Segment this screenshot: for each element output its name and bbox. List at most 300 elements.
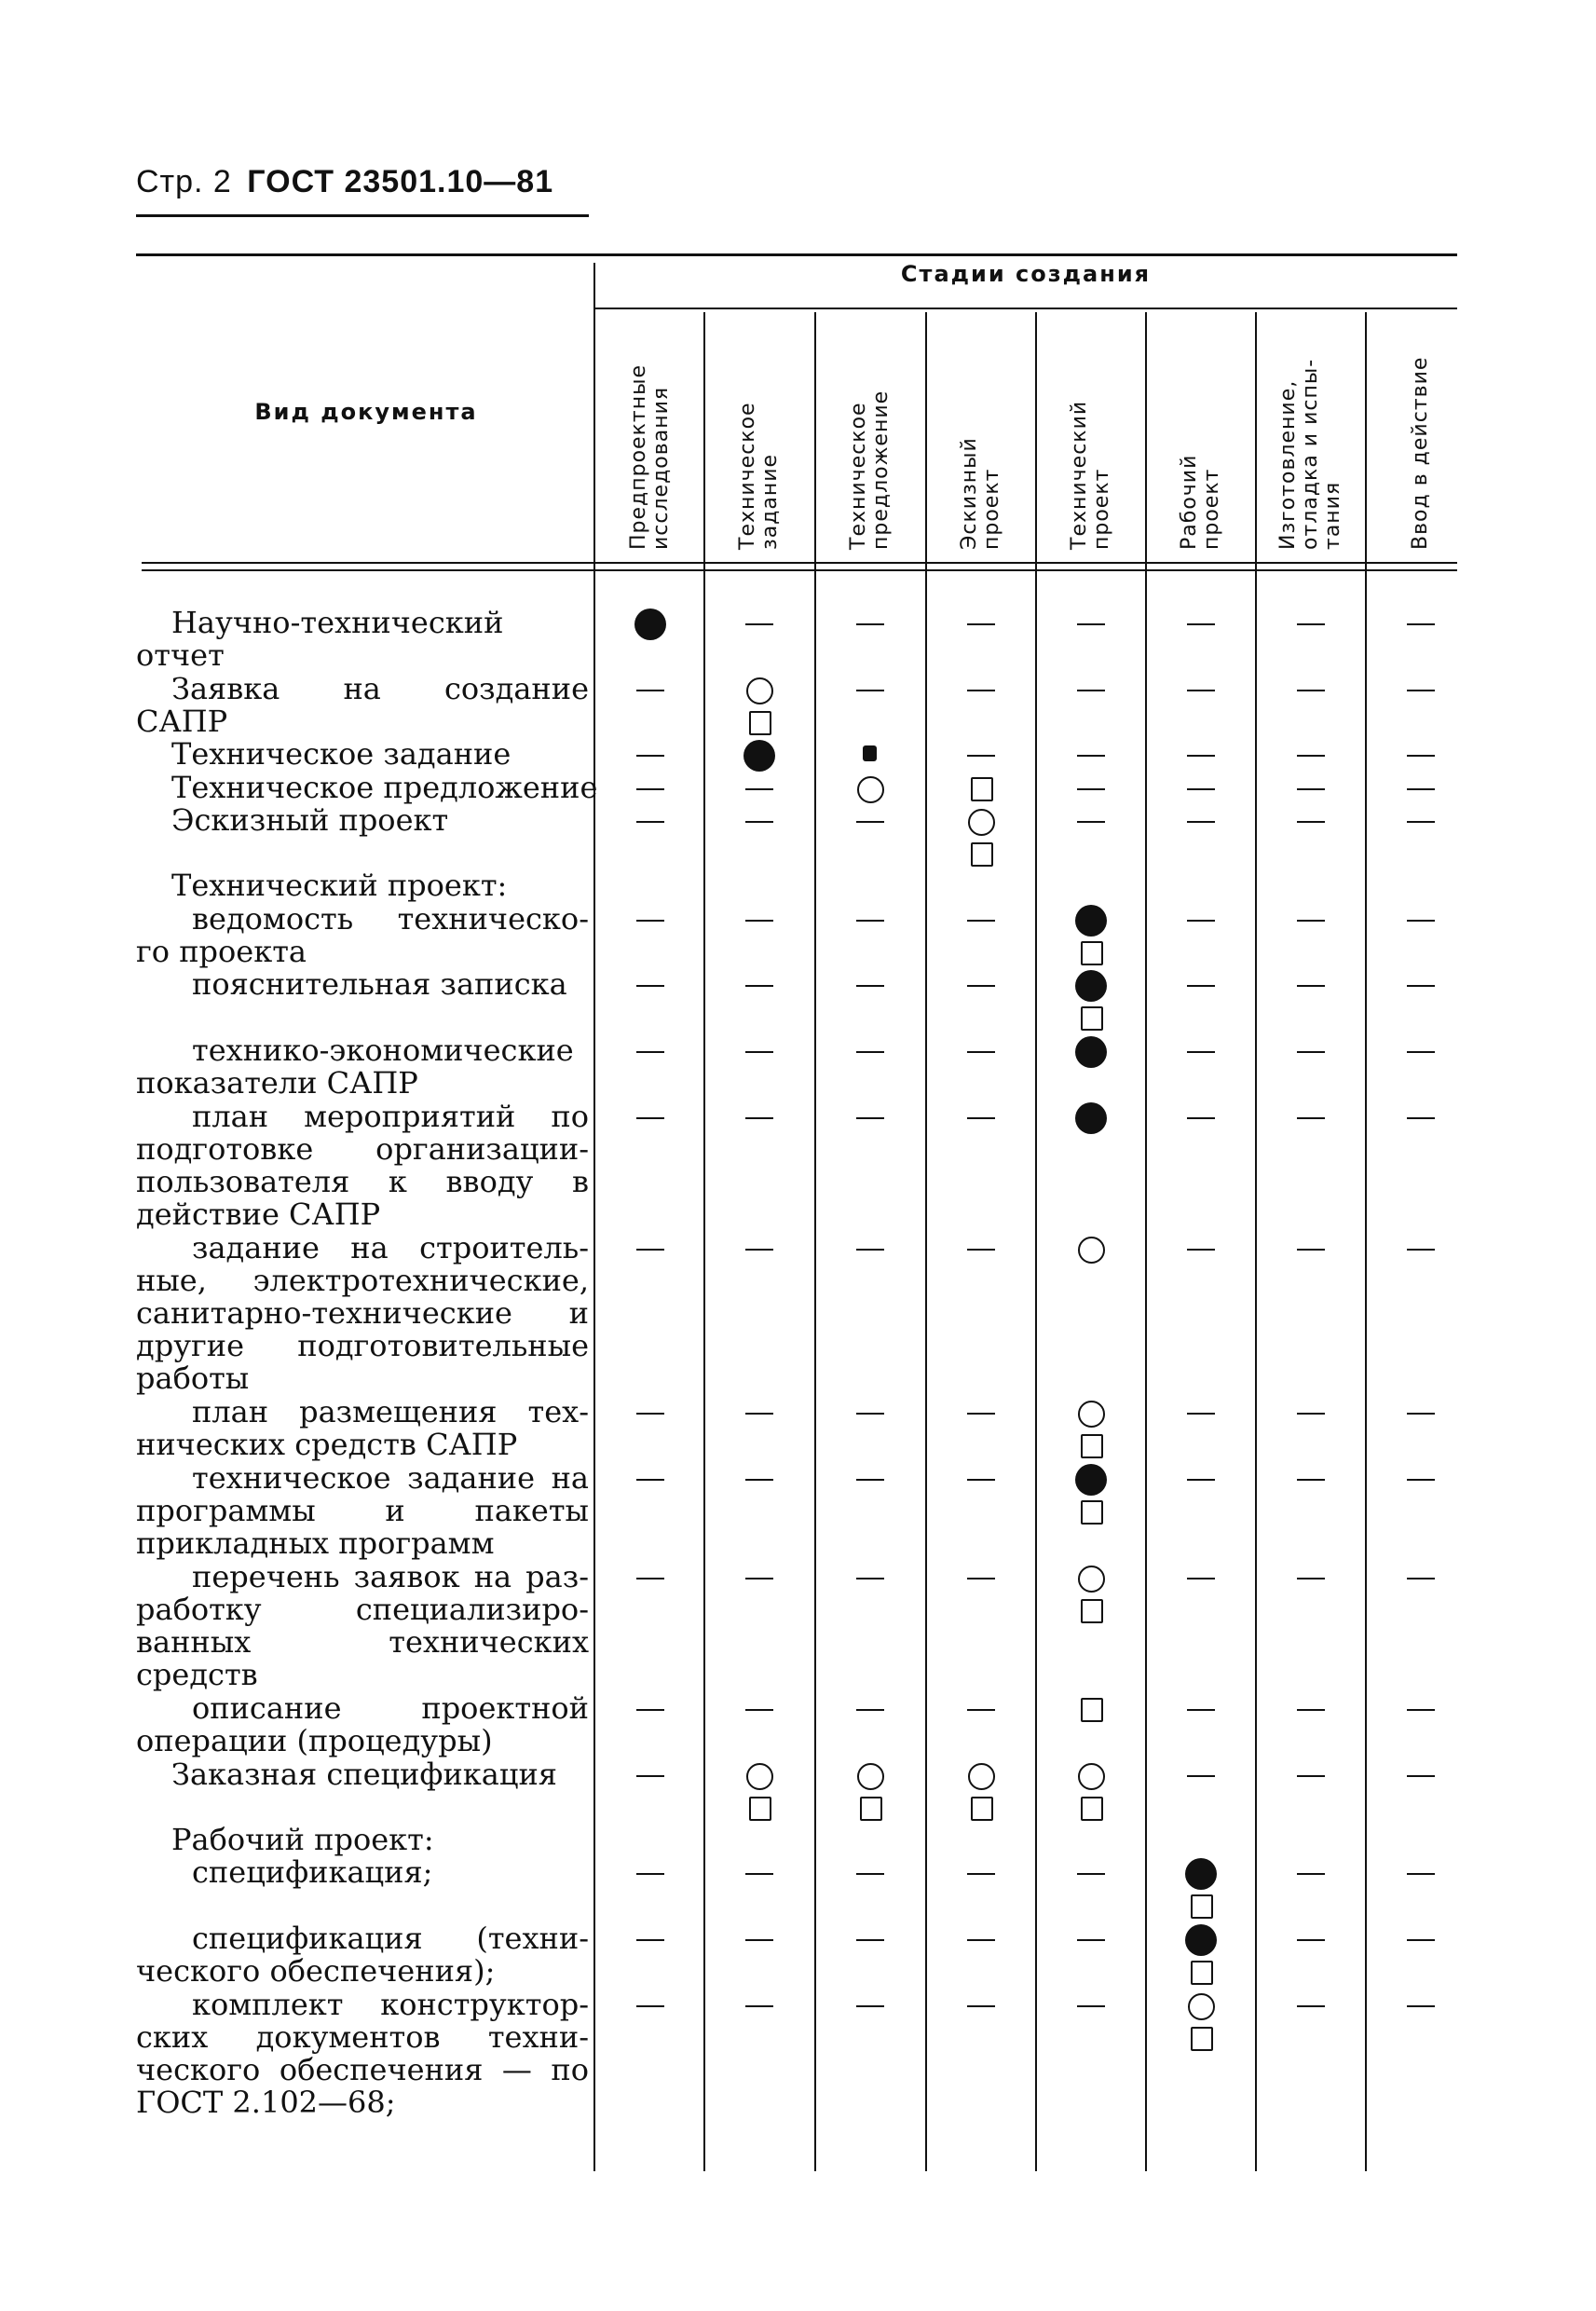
stage-cell <box>1146 1694 1256 1727</box>
row-label-line: Техническое предложение <box>171 770 598 805</box>
row-label-line: работы <box>136 1361 250 1396</box>
stage-cell <box>704 1924 814 1957</box>
circle-filled-mark <box>1075 1102 1107 1135</box>
stage-label: Техническое предложение <box>847 390 893 550</box>
stage-cell <box>1146 1858 1256 1923</box>
row-label-line: технико-экономические <box>192 1032 574 1068</box>
circle-open-mark <box>1075 1760 1107 1793</box>
square-open-mark <box>1075 1003 1107 1035</box>
square-open-mark <box>854 1793 886 1826</box>
dash-mark <box>634 1694 666 1727</box>
stage-cell <box>1256 1102 1366 1135</box>
row-label-line: ведомость техническо- <box>192 901 589 937</box>
square-open-mark <box>965 773 997 806</box>
row-label-line: ГОСТ 2.102—68; <box>136 2085 396 2120</box>
stage-label: Техническое задание <box>736 402 782 550</box>
dash-mark <box>1405 1858 1437 1891</box>
square-open-mark <box>1075 937 1107 970</box>
circle-open-mark <box>965 1760 997 1793</box>
stage-cell <box>926 675 1036 707</box>
square-open-mark <box>1075 1497 1107 1529</box>
stage-cell <box>926 905 1036 937</box>
dash-mark <box>1185 740 1217 773</box>
stage-cell <box>1256 773 1366 806</box>
stage-header-4 <box>926 312 1036 559</box>
stage-cell <box>704 1464 814 1497</box>
dash-mark <box>634 905 666 937</box>
dash-mark <box>743 1102 775 1135</box>
dash-mark <box>743 1234 775 1266</box>
dash-mark <box>854 1924 886 1957</box>
stage-cell <box>1146 1464 1256 1497</box>
circle-filled-mark <box>1185 1858 1217 1891</box>
stage-cell <box>1146 740 1256 773</box>
circle-filled-mark <box>1075 970 1107 1003</box>
square-open-mark <box>1185 1891 1217 1923</box>
stage-cell <box>1256 1924 1366 1957</box>
dash-mark <box>1295 773 1327 806</box>
dash-mark <box>1075 806 1107 839</box>
stage-cell <box>595 1234 705 1266</box>
stage-cell <box>595 905 705 937</box>
stage-cell <box>595 1398 705 1430</box>
square-open-mark <box>965 1793 997 1826</box>
dash-mark <box>854 1464 886 1497</box>
dash-mark <box>1295 806 1327 839</box>
stage-cell <box>1256 1464 1366 1497</box>
table-row-label <box>136 1758 589 1791</box>
dash-mark <box>1405 1036 1437 1069</box>
stage-cell <box>1146 970 1256 1003</box>
dash-mark <box>1295 675 1327 707</box>
dash-mark <box>1295 1760 1327 1793</box>
dash-mark <box>854 1563 886 1595</box>
stage-cell <box>1366 1036 1476 1069</box>
stage-cell <box>815 675 925 707</box>
stage-cell <box>1256 1990 1366 2023</box>
dash-mark <box>634 1924 666 1957</box>
stage-cell <box>926 1760 1036 1826</box>
table-row-label <box>136 673 589 738</box>
stage-cell <box>1366 1563 1476 1595</box>
stage-cell <box>704 1398 814 1430</box>
stage-cell <box>815 1036 925 1069</box>
row-label-line: пользователя к вводу в <box>136 1164 589 1199</box>
table-row-label <box>136 738 589 771</box>
dash-mark <box>1295 1858 1327 1891</box>
table-row-label <box>136 607 589 672</box>
stage-cell <box>1036 1102 1146 1135</box>
stage-cell <box>1256 1694 1366 1727</box>
row-label-line: спецификация (техни- <box>192 1921 589 1956</box>
header-bottom-rule-2 <box>142 569 1457 571</box>
dash-mark <box>1075 609 1107 641</box>
dash-mark <box>634 1036 666 1069</box>
stage-cell <box>926 1464 1036 1497</box>
dash-mark <box>1405 740 1437 773</box>
stage-cell <box>595 1990 705 2023</box>
dash-mark <box>965 1464 997 1497</box>
stage-cell <box>815 773 925 806</box>
row-label-line: ванных технических <box>136 1624 589 1660</box>
dash-mark <box>1405 1234 1437 1266</box>
table-row-label <box>136 1232 589 1395</box>
stage-cell <box>1036 1694 1146 1727</box>
dash-mark <box>634 1398 666 1430</box>
stage-cell <box>1146 609 1256 641</box>
stage-cell <box>926 1234 1036 1266</box>
square-open-mark <box>1075 1595 1107 1628</box>
stage-header-8 <box>1366 312 1476 559</box>
stage-cell <box>1036 1990 1146 2023</box>
dash-mark <box>1295 1924 1327 1957</box>
row-label-line: санитарно-технические и <box>136 1295 589 1331</box>
stage-cell <box>1036 773 1146 806</box>
stage-cell <box>1366 773 1476 806</box>
stage-cell <box>1036 1234 1146 1266</box>
dash-mark <box>1405 773 1437 806</box>
table-row-label <box>136 804 589 837</box>
table-row-label <box>136 770 598 805</box>
stage-cell <box>1366 675 1476 707</box>
stage-label: Ввод в действие <box>1409 356 1432 550</box>
stage-cell <box>815 1398 925 1430</box>
dash-mark <box>743 970 775 1003</box>
stage-cell <box>815 1858 925 1891</box>
stage-cell <box>1366 1760 1476 1793</box>
row-label-line: Эскизный проект <box>171 802 449 838</box>
stage-cell <box>1036 1924 1146 1957</box>
dash-mark <box>1405 1924 1437 1957</box>
dash-mark <box>743 1990 775 2023</box>
dash-mark <box>965 905 997 937</box>
row-label-line: Заявка на создание <box>171 671 589 706</box>
row-label-line: Научно-технический <box>171 605 504 640</box>
dash-mark <box>854 1234 886 1266</box>
row-label-line: работку специализиро- <box>136 1592 589 1627</box>
square-open-mark <box>1185 1957 1217 1990</box>
stage-cell <box>704 1858 814 1891</box>
stage-cell <box>926 1398 1036 1430</box>
dash-mark <box>1295 1990 1327 2023</box>
stage-cell <box>1256 1760 1366 1793</box>
square-filled-mark <box>854 740 886 773</box>
dash-mark <box>854 1990 886 2023</box>
stage-label: Предпроектные исследования <box>627 364 673 550</box>
dash-mark <box>1295 609 1327 641</box>
stage-header-1 <box>595 312 705 559</box>
square-open-mark <box>743 1793 775 1826</box>
stage-header-7 <box>1256 312 1366 559</box>
stage-cell <box>704 675 814 740</box>
stage-cell <box>1036 1398 1146 1463</box>
stage-cell <box>595 1563 705 1595</box>
dash-mark <box>965 1036 997 1069</box>
row-label-line: действие САПР <box>136 1197 381 1232</box>
stages-group-title: Стадии создания <box>900 261 1152 287</box>
stage-cell <box>704 740 814 773</box>
dash-mark <box>743 1694 775 1727</box>
dash-mark <box>854 806 886 839</box>
dash-mark <box>1295 740 1327 773</box>
stage-cell <box>1036 1036 1146 1069</box>
stage-cell <box>926 1563 1036 1595</box>
row-label-line: САПР <box>136 704 228 739</box>
stage-cell <box>1146 1990 1256 2056</box>
stage-cell <box>815 1694 925 1727</box>
stage-cell <box>815 1563 925 1595</box>
stage-cell <box>926 1036 1036 1069</box>
table-row-label <box>136 1396 589 1461</box>
circle-open-mark <box>854 1760 886 1793</box>
stage-cell <box>1036 1760 1146 1826</box>
circle-filled-mark <box>743 740 775 773</box>
stage-cell <box>926 1694 1036 1727</box>
stage-cell <box>926 970 1036 1003</box>
stage-cell <box>595 1464 705 1497</box>
stage-cell <box>815 1990 925 2023</box>
circle-open-mark <box>1075 1398 1107 1430</box>
dash-mark <box>743 773 775 806</box>
stage-cell <box>1256 1234 1366 1266</box>
dash-mark <box>1295 1563 1327 1595</box>
page-number: Стр. 2 <box>136 164 232 199</box>
stage-cell <box>1256 740 1366 773</box>
table-row-label <box>136 968 589 1001</box>
stage-cell <box>595 806 705 839</box>
row-label-line: подготовке организации- <box>136 1131 589 1167</box>
dash-mark <box>1185 1563 1217 1595</box>
stage-cell <box>1366 609 1476 641</box>
stage-cell <box>1256 905 1366 937</box>
stage-label: Рабочий проект <box>1178 454 1223 550</box>
stage-cell <box>1366 806 1476 839</box>
stage-cell <box>926 773 1036 806</box>
table-row-label <box>136 1101 589 1231</box>
row-label-line: го проекта <box>136 934 307 969</box>
row-label-line: средств <box>136 1657 258 1692</box>
stage-cell <box>1036 675 1146 707</box>
circle-open-mark <box>743 1760 775 1793</box>
row-label-line: план мероприятий по <box>192 1099 589 1134</box>
row-label-line: программы и пакеты <box>136 1493 589 1528</box>
dash-mark <box>1295 1036 1327 1069</box>
circle-filled-mark <box>1075 905 1107 937</box>
square-open-mark <box>1185 2023 1217 2056</box>
dash-mark <box>1075 740 1107 773</box>
dash-mark <box>743 1858 775 1891</box>
dash-mark <box>743 609 775 641</box>
stage-cell <box>595 1036 705 1069</box>
stage-header-2 <box>704 312 814 559</box>
stage-cell <box>1146 773 1256 806</box>
row-label-line: Технический проект: <box>171 868 508 903</box>
dash-mark <box>634 1234 666 1266</box>
dash-mark <box>1295 1234 1327 1266</box>
stage-cell <box>815 1464 925 1497</box>
dash-mark <box>1185 609 1217 641</box>
dash-mark <box>854 1694 886 1727</box>
dash-mark <box>854 970 886 1003</box>
stage-cell <box>1036 1563 1146 1628</box>
stage-cell <box>704 773 814 806</box>
square-open-mark <box>743 707 775 740</box>
dash-mark <box>1405 1990 1437 2023</box>
dash-mark <box>1405 970 1437 1003</box>
dash-mark <box>1405 675 1437 707</box>
dash-mark <box>634 1563 666 1595</box>
circle-open-mark <box>965 806 997 839</box>
stage-cell <box>926 740 1036 773</box>
table-row-label <box>136 1824 589 1856</box>
stage-cell <box>704 1102 814 1135</box>
document-type-header: Вид документа <box>254 399 478 425</box>
stage-cell <box>926 1924 1036 1957</box>
stage-cell <box>1366 1858 1476 1891</box>
dash-mark <box>634 1990 666 2023</box>
dash-mark <box>1075 1858 1107 1891</box>
stage-cell <box>1036 1858 1146 1891</box>
circle-filled-mark <box>1075 1036 1107 1069</box>
dash-mark <box>1185 1760 1217 1793</box>
dash-mark <box>854 1398 886 1430</box>
dash-mark <box>1295 1694 1327 1727</box>
row-label-line: ских документов техни- <box>136 2019 589 2055</box>
dash-mark <box>1405 609 1437 641</box>
dash-mark <box>634 675 666 707</box>
stage-header-3 <box>815 312 925 559</box>
stage-cell <box>1256 1398 1366 1430</box>
row-label-line: ные, электротехнические, <box>136 1263 589 1298</box>
dash-mark <box>1405 1563 1437 1595</box>
dash-mark <box>965 1858 997 1891</box>
stage-cell <box>704 806 814 839</box>
stage-cell <box>1036 970 1146 1035</box>
stage-cell <box>1146 1398 1256 1430</box>
stage-cell <box>1256 1563 1366 1595</box>
circle-open-mark <box>1075 1234 1107 1266</box>
dash-mark <box>854 905 886 937</box>
stage-cell <box>1146 1036 1256 1069</box>
dash-mark <box>1405 1464 1437 1497</box>
stage-cell <box>815 905 925 937</box>
stage-cell <box>926 1990 1036 2023</box>
dash-mark <box>1185 1464 1217 1497</box>
stage-cell <box>704 970 814 1003</box>
row-label-line: Рабочий проект: <box>171 1822 434 1857</box>
row-label-line: описание проектной <box>192 1690 589 1726</box>
table-row-label <box>136 1561 589 1691</box>
row-label-line: Заказная спецификация <box>171 1757 557 1792</box>
stage-cell <box>1366 1924 1476 1957</box>
row-label-line: пояснительная записка <box>192 966 567 1002</box>
stage-cell <box>1146 1234 1256 1266</box>
row-label-line: задание на строитель- <box>192 1230 589 1265</box>
stage-label: Изготовление, отладка и испы- тания <box>1276 358 1344 550</box>
dash-mark <box>1185 1694 1217 1727</box>
dash-mark <box>1185 1036 1217 1069</box>
stage-cell <box>926 609 1036 641</box>
dash-mark <box>1075 773 1107 806</box>
table-row-label <box>136 1692 589 1757</box>
dash-mark <box>965 1398 997 1430</box>
circle-filled-mark <box>1075 1464 1107 1497</box>
dash-mark <box>854 675 886 707</box>
stage-cell <box>1256 609 1366 641</box>
stage-cell <box>704 1694 814 1727</box>
row-label-line: другие подготовительные <box>136 1328 589 1363</box>
stage-cell <box>1146 1924 1256 1990</box>
stage-cell <box>595 1694 705 1727</box>
stage-cell <box>595 773 705 806</box>
circle-open-mark <box>854 773 886 806</box>
group-header-rule <box>595 308 1457 309</box>
dash-mark <box>1185 1102 1217 1135</box>
stage-cell <box>1366 1102 1476 1135</box>
circle-open-mark <box>1185 1990 1217 2023</box>
dash-mark <box>965 1694 997 1727</box>
stage-cell <box>1366 905 1476 937</box>
dash-mark <box>1075 675 1107 707</box>
dash-mark <box>965 1924 997 1957</box>
stage-cell <box>1036 806 1146 839</box>
stage-cell <box>815 1234 925 1266</box>
row-label-line: спецификация; <box>192 1854 433 1890</box>
dash-mark <box>965 1234 997 1266</box>
circle-open-mark <box>743 675 775 707</box>
row-label-line: Техническое задание <box>171 736 512 772</box>
dash-mark <box>634 1760 666 1793</box>
dash-mark <box>1185 1234 1217 1266</box>
stage-cell <box>704 1760 814 1826</box>
stage-cell <box>815 1760 925 1826</box>
table-row-label <box>136 1856 589 1889</box>
row-label-line: ческого обеспечения); <box>136 1953 496 1989</box>
dash-mark <box>1405 1694 1437 1727</box>
stage-cell <box>1146 1102 1256 1135</box>
table-row-label <box>136 1034 589 1100</box>
row-label-line: отчет <box>136 637 225 673</box>
row-label-line: прикладных программ <box>136 1525 495 1561</box>
dash-mark <box>634 1102 666 1135</box>
dash-mark <box>743 1036 775 1069</box>
stage-cell <box>1036 905 1146 970</box>
stage-cell <box>1366 1990 1476 2023</box>
row-label-line: перечень заявок на раз- <box>192 1559 589 1594</box>
stage-cell <box>704 1563 814 1595</box>
dash-mark <box>1405 806 1437 839</box>
table-row-label <box>136 903 589 968</box>
stage-cell <box>1036 1464 1146 1529</box>
stage-cell <box>1146 1563 1256 1595</box>
dash-mark <box>1295 1464 1327 1497</box>
dash-mark <box>1295 1398 1327 1430</box>
circle-open-mark <box>1075 1563 1107 1595</box>
stage-cell <box>595 1924 705 1957</box>
dash-mark <box>1405 1398 1437 1430</box>
row-label-line: показатели САПР <box>136 1065 418 1101</box>
dash-mark <box>1405 1102 1437 1135</box>
stage-cell <box>595 740 705 773</box>
square-open-mark <box>965 839 997 871</box>
dash-mark <box>1405 1760 1437 1793</box>
dash-mark <box>1185 905 1217 937</box>
stage-cell <box>704 1990 814 2023</box>
row-label-line: ческого обеспечения — по <box>136 2052 589 2087</box>
stage-cell <box>1256 675 1366 707</box>
dash-mark <box>1185 675 1217 707</box>
stage-cell <box>704 1036 814 1069</box>
